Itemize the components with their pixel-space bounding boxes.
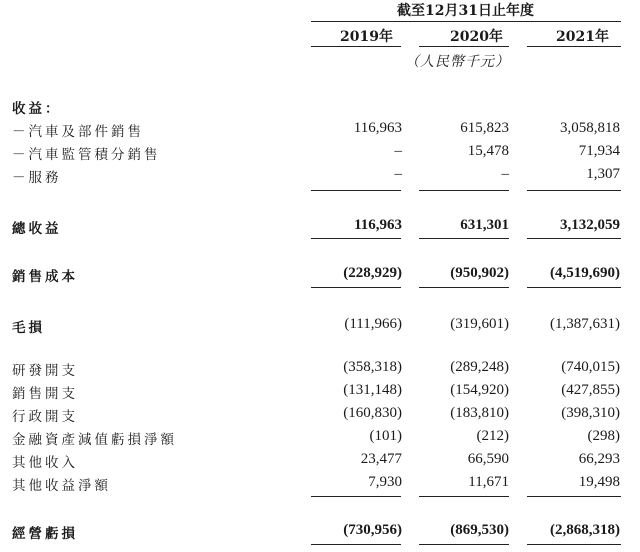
total-rule <box>419 238 509 239</box>
row-label: 金融資產減值虧損淨額 <box>12 432 177 448</box>
row-label: 經營虧損 <box>12 526 78 542</box>
total-rule <box>311 238 401 239</box>
cell-2020: (212) <box>476 428 509 444</box>
cost-rule <box>311 287 401 288</box>
cell-2020: 631,301 <box>460 217 509 233</box>
cell-2019: 116,963 <box>353 120 402 136</box>
year-rule-2020 <box>419 46 509 47</box>
total-rule <box>527 238 621 239</box>
cell-2019: – <box>394 166 402 182</box>
cell-2020: (183,810) <box>450 405 509 421</box>
cell-2019: (228,929) <box>343 265 402 281</box>
cell-2021: 19,498 <box>578 474 620 490</box>
cell-2019: – <box>394 143 402 159</box>
cell-2021: 71,934 <box>578 143 620 159</box>
subtotal-rule <box>527 496 621 497</box>
final-rule <box>311 544 401 545</box>
subtotal-rule <box>419 496 509 497</box>
cell-2019: 23,477 <box>360 451 402 467</box>
subtotal-rule <box>527 190 621 191</box>
cell-2019: (730,956) <box>343 522 402 538</box>
subtotal-rule <box>311 190 401 191</box>
row-label: 研發開支 <box>12 363 78 379</box>
cell-2020: (950,902) <box>450 265 509 281</box>
cell-2021: (427,855) <box>561 382 620 398</box>
cell-2021: 3,132,059 <box>560 217 620 233</box>
row-label: 銷售成本 <box>12 269 78 285</box>
year-rule-2021 <box>527 46 621 47</box>
row-label: －服務 <box>12 170 62 186</box>
row-label: 其他收益淨額 <box>12 478 111 494</box>
cell-2021: 3,058,818 <box>560 120 620 136</box>
cell-2021: 1,307 <box>586 166 620 182</box>
row-label: 行政開支 <box>12 409 78 425</box>
cell-2021: (740,015) <box>561 359 620 375</box>
subtotal-rule <box>419 190 509 191</box>
cell-2020: (289,248) <box>450 359 509 375</box>
cell-2021: (1,387,631) <box>550 316 620 332</box>
row-label: 銷售開支 <box>12 386 78 402</box>
row-label: －汽車監管積分銷售 <box>12 147 161 163</box>
year-rule-2019 <box>311 46 401 47</box>
cell-2020: 15,478 <box>467 143 509 159</box>
header-rule <box>311 21 621 22</box>
row-label: 其他收入 <box>12 455 78 471</box>
cell-2019: 116,963 <box>354 217 402 233</box>
cell-2020: 615,823 <box>460 120 509 136</box>
row-label: 收益： <box>12 101 62 117</box>
cell-2021: (298) <box>587 428 620 444</box>
cell-2019: (111,966) <box>344 316 402 332</box>
cost-rule <box>419 287 509 288</box>
year-2021: 2021年 <box>556 29 609 45</box>
cell-2021: 66,293 <box>578 451 620 467</box>
year-2019: 2019年 <box>340 29 393 45</box>
period-header: 截至12月31日止年度 <box>397 3 534 19</box>
cell-2020: (154,920) <box>450 382 509 398</box>
final-rule <box>419 544 509 545</box>
cell-2021: (4,519,690) <box>550 265 620 281</box>
cell-2019: (358,318) <box>343 359 402 375</box>
subtotal-rule <box>311 496 401 497</box>
cell-2019: (131,148) <box>343 382 402 398</box>
cell-2020: (319,601) <box>450 316 509 332</box>
cell-2020: (869,530) <box>450 522 509 538</box>
row-label: 毛損 <box>12 320 45 336</box>
cell-2020: 11,671 <box>468 474 509 490</box>
unit-label: （人民幣千元） <box>405 54 510 70</box>
cell-2021: (398,310) <box>561 405 620 421</box>
cost-rule <box>527 287 621 288</box>
cell-2019: (160,830) <box>343 405 402 421</box>
cell-2019: 7,930 <box>368 474 402 490</box>
cell-2020: 66,590 <box>467 451 509 467</box>
year-2020: 2020年 <box>450 29 503 45</box>
row-label: 總收益 <box>12 221 62 237</box>
cell-2020: – <box>501 166 509 182</box>
cell-2021: (2,868,318) <box>550 522 620 538</box>
cell-2019: (101) <box>369 428 402 444</box>
final-rule <box>527 544 621 545</box>
row-label: －汽車及部件銷售 <box>12 124 144 140</box>
